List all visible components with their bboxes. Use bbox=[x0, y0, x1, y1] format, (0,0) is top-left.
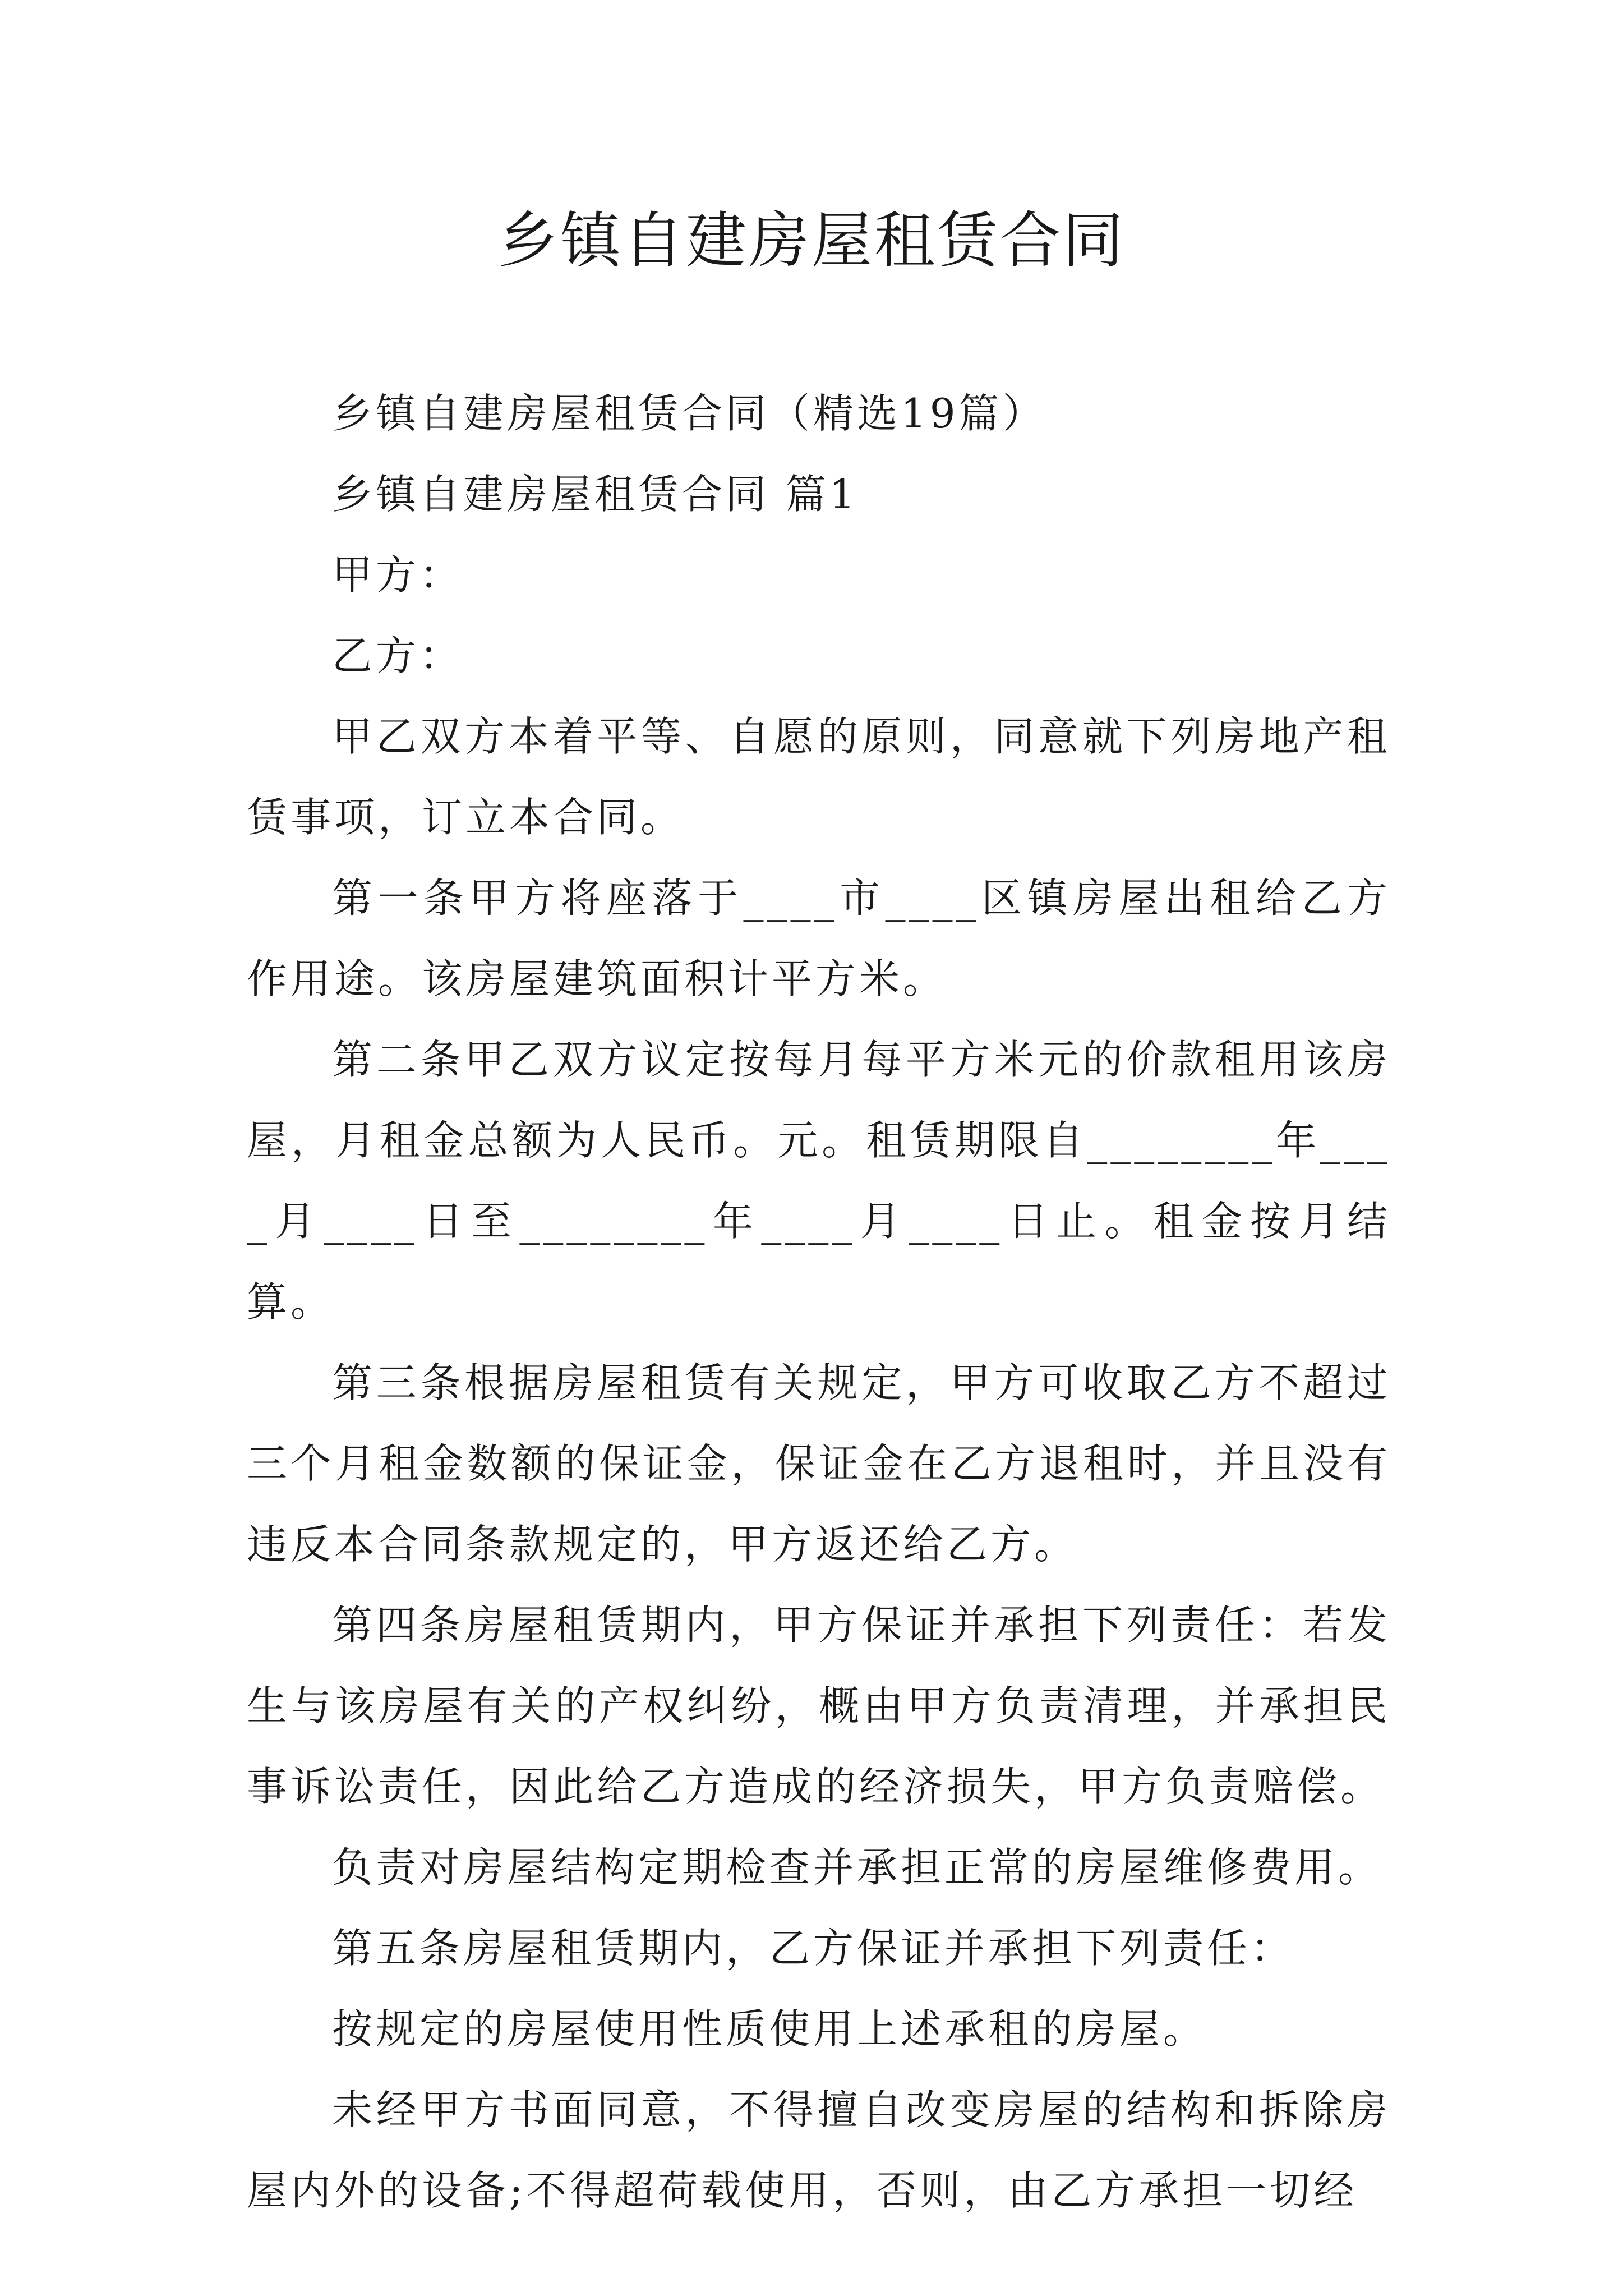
paragraph-collection-heading: 乡镇自建房屋租赁合同（精选19篇） bbox=[332, 390, 1046, 437]
paragraph-article-4: 第四条房屋租赁期内，甲方保证并承担下列责任：若发生与该房屋有关的产权纠纷，概由甲方负责清理，并承担民事诉讼责任，因此给乙方造成的经济损失，甲方负责赔偿。 bbox=[247, 1602, 1391, 1810]
paragraph-party-b: 乙方： bbox=[332, 632, 464, 679]
paragraph-article-1: 第一条甲方将座落于____市____区镇房屋出租给乙方作用途。该房屋建筑面积计平方米。 bbox=[247, 875, 1391, 1002]
paragraph-article-2: 第二条甲乙双方议定按每月每平方米元的价款租用该房屋，月租金总额为人民币。元。租赁期限自________年____月____日至________年____月____日止。租金按月结算。 bbox=[247, 1036, 1391, 1326]
document-body bbox=[247, 373, 1391, 2231]
paragraph-section-heading: 乡镇自建房屋租赁合同 篇1 bbox=[332, 471, 859, 518]
paragraph-article-5-alteration: 未经甲方书面同意，不得擅自改变房屋的结构和拆除房屋内外的设备;不得超荷载使用，否则，由乙方承担一切经 bbox=[247, 2086, 1391, 2214]
paragraph-article-3: 第三条根据房屋租赁有关规定，甲方可收取乙方不超过三个月租金数额的保证金，保证金在乙方退租时，并且没有违反本合同条款规定的，甲方返还给乙方。 bbox=[247, 1359, 1391, 1568]
paragraph-article-5-usage: 按规定的房屋使用性质使用上述承租的房屋。 bbox=[332, 2005, 1207, 2053]
paragraph-party-a: 甲方： bbox=[332, 551, 464, 599]
paragraph-article-4-maintenance: 负责对房屋结构定期检查并承担正常的房屋维修费用。 bbox=[332, 1844, 1382, 1891]
paragraph-article-5: 第五条房屋租赁期内，乙方保证并承担下列责任： bbox=[332, 1925, 1295, 1972]
paragraph-preamble: 甲乙双方本着平等、自愿的原则，同意就下列房地产租赁事项，订立本合同。 bbox=[247, 713, 1391, 841]
document-title: 乡镇自建房屋租赁合同 bbox=[497, 206, 1126, 276]
